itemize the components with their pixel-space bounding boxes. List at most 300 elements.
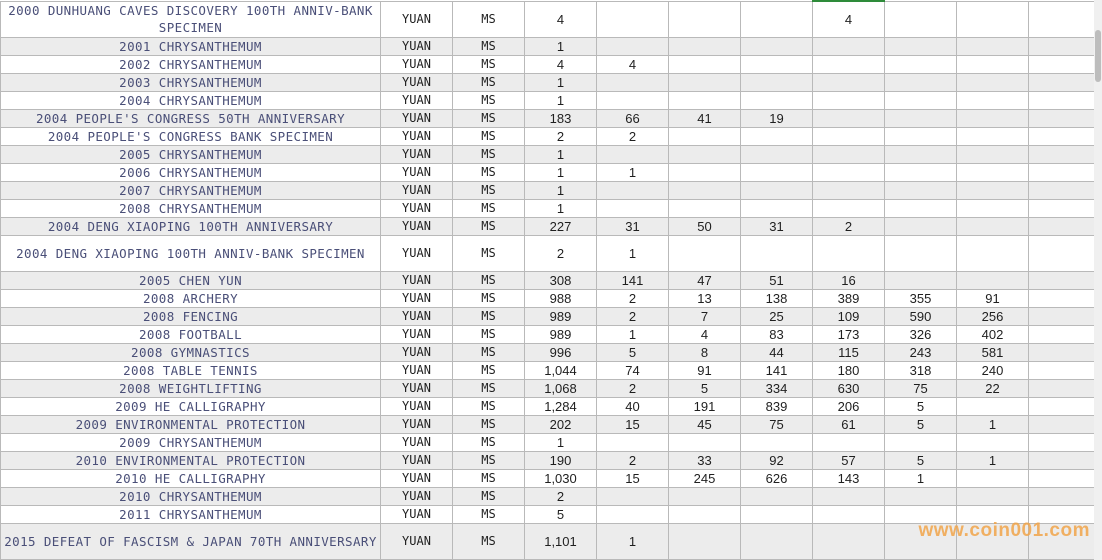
coin-name-cell[interactable]: 2005 CHRYSANTHEMUM	[1, 145, 381, 163]
grade-count-cell[interactable]: 75	[885, 379, 957, 397]
coin-name-cell[interactable]: 2008 CHRYSANTHEMUM	[1, 199, 381, 217]
grade-count-cell[interactable]	[885, 487, 957, 505]
grade-count-cell[interactable]	[813, 181, 885, 199]
total-cell[interactable]: 1,284	[525, 397, 597, 415]
grade-count-cell[interactable]: 138	[741, 289, 813, 307]
grade-count-cell[interactable]	[597, 181, 669, 199]
grade-count-cell[interactable]	[813, 235, 885, 271]
grade-count-cell[interactable]: 1	[597, 235, 669, 271]
grade-count-cell[interactable]	[1029, 487, 1102, 505]
total-cell[interactable]: 4	[525, 1, 597, 37]
grade-count-cell[interactable]	[597, 433, 669, 451]
grade-cell[interactable]: MS	[453, 271, 525, 289]
grade-count-cell[interactable]	[813, 37, 885, 55]
grade-count-cell[interactable]: 41	[669, 109, 741, 127]
grade-cell[interactable]: MS	[453, 73, 525, 91]
grade-count-cell[interactable]: 61	[813, 415, 885, 433]
grade-count-cell[interactable]	[669, 91, 741, 109]
grade-count-cell[interactable]	[669, 199, 741, 217]
coin-name-cell[interactable]: 2006 CHRYSANTHEMUM	[1, 163, 381, 181]
grade-count-cell[interactable]	[597, 37, 669, 55]
grade-cell[interactable]: MS	[453, 181, 525, 199]
grade-cell[interactable]: MS	[453, 397, 525, 415]
grade-count-cell[interactable]: 839	[741, 397, 813, 415]
grade-count-cell[interactable]	[885, 127, 957, 145]
grade-count-cell[interactable]	[741, 91, 813, 109]
currency-cell[interactable]: YUAN	[381, 1, 453, 37]
grade-count-cell[interactable]: 1	[957, 451, 1029, 469]
grade-count-cell[interactable]	[813, 127, 885, 145]
coin-name-cell[interactable]: 2008 FENCING	[1, 307, 381, 325]
grade-count-cell[interactable]	[1029, 379, 1102, 397]
grade-count-cell[interactable]	[813, 145, 885, 163]
grade-count-cell[interactable]	[669, 505, 741, 523]
grade-count-cell[interactable]	[1029, 91, 1102, 109]
grade-count-cell[interactable]: 4	[597, 55, 669, 73]
grade-count-cell[interactable]	[597, 145, 669, 163]
grade-count-cell[interactable]: 16	[813, 271, 885, 289]
grade-count-cell[interactable]	[669, 433, 741, 451]
currency-cell[interactable]: YUAN	[381, 271, 453, 289]
grade-cell[interactable]: MS	[453, 523, 525, 559]
currency-cell[interactable]: YUAN	[381, 55, 453, 73]
grade-count-cell[interactable]	[885, 271, 957, 289]
grade-count-cell[interactable]: 8	[669, 343, 741, 361]
grade-cell[interactable]: MS	[453, 163, 525, 181]
grade-count-cell[interactable]: 44	[741, 343, 813, 361]
grade-count-cell[interactable]: 4	[669, 325, 741, 343]
grade-count-cell[interactable]	[885, 181, 957, 199]
grade-count-cell[interactable]: 7	[669, 307, 741, 325]
grade-count-cell[interactable]	[957, 469, 1029, 487]
grade-count-cell[interactable]	[741, 127, 813, 145]
grade-count-cell[interactable]	[885, 217, 957, 235]
coin-name-cell[interactable]: 2004 DENG XIAOPING 100TH ANNIV-BANK SPECIMEN	[1, 235, 381, 271]
total-cell[interactable]: 1	[525, 37, 597, 55]
grade-count-cell[interactable]	[669, 523, 741, 559]
coin-name-cell[interactable]: 2010 ENVIRONMENTAL PROTECTION	[1, 451, 381, 469]
grade-count-cell[interactable]	[669, 235, 741, 271]
currency-cell[interactable]: YUAN	[381, 289, 453, 307]
grade-cell[interactable]: MS	[453, 433, 525, 451]
grade-count-cell[interactable]: 25	[741, 307, 813, 325]
grade-count-cell[interactable]: 143	[813, 469, 885, 487]
coin-name-cell[interactable]: 2009 ENVIRONMENTAL PROTECTION	[1, 415, 381, 433]
grade-count-cell[interactable]	[1029, 361, 1102, 379]
grade-count-cell[interactable]: 326	[885, 325, 957, 343]
grade-count-cell[interactable]: 83	[741, 325, 813, 343]
grade-count-cell[interactable]	[813, 91, 885, 109]
grade-count-cell[interactable]: 355	[885, 289, 957, 307]
grade-count-cell[interactable]	[669, 37, 741, 55]
currency-cell[interactable]: YUAN	[381, 235, 453, 271]
grade-count-cell[interactable]: 402	[957, 325, 1029, 343]
grade-count-cell[interactable]	[1029, 217, 1102, 235]
coin-name-cell[interactable]: 2008 FOOTBALL	[1, 325, 381, 343]
total-cell[interactable]: 1,030	[525, 469, 597, 487]
grade-cell[interactable]: MS	[453, 307, 525, 325]
grade-count-cell[interactable]	[669, 55, 741, 73]
grade-count-cell[interactable]: 5	[885, 451, 957, 469]
grade-count-cell[interactable]	[813, 73, 885, 91]
grade-count-cell[interactable]: 74	[597, 361, 669, 379]
currency-cell[interactable]: YUAN	[381, 145, 453, 163]
grade-count-cell[interactable]: 206	[813, 397, 885, 415]
grade-count-cell[interactable]	[1029, 343, 1102, 361]
grade-count-cell[interactable]	[885, 1, 957, 37]
grade-count-cell[interactable]: 590	[885, 307, 957, 325]
grade-count-cell[interactable]	[741, 235, 813, 271]
grade-count-cell[interactable]	[1029, 199, 1102, 217]
grade-count-cell[interactable]: 115	[813, 343, 885, 361]
grade-count-cell[interactable]: 15	[597, 469, 669, 487]
currency-cell[interactable]: YUAN	[381, 91, 453, 109]
total-cell[interactable]: 1,044	[525, 361, 597, 379]
grade-count-cell[interactable]	[813, 109, 885, 127]
coin-name-cell[interactable]: 2008 ARCHERY	[1, 289, 381, 307]
grade-count-cell[interactable]	[957, 109, 1029, 127]
total-cell[interactable]: 4	[525, 55, 597, 73]
grade-cell[interactable]: MS	[453, 469, 525, 487]
coin-name-cell[interactable]: 2004 CHRYSANTHEMUM	[1, 91, 381, 109]
currency-cell[interactable]: YUAN	[381, 199, 453, 217]
grade-count-cell[interactable]: 240	[957, 361, 1029, 379]
coin-name-cell[interactable]: 2007 CHRYSANTHEMUM	[1, 181, 381, 199]
grade-count-cell[interactable]	[813, 199, 885, 217]
total-cell[interactable]: 1	[525, 73, 597, 91]
grade-count-cell[interactable]	[957, 235, 1029, 271]
grade-count-cell[interactable]	[1029, 1, 1102, 37]
currency-cell[interactable]: YUAN	[381, 397, 453, 415]
grade-count-cell[interactable]	[957, 37, 1029, 55]
coin-name-cell[interactable]: 2008 TABLE TENNIS	[1, 361, 381, 379]
grade-cell[interactable]: MS	[453, 415, 525, 433]
grade-count-cell[interactable]: 318	[885, 361, 957, 379]
grade-count-cell[interactable]: 5	[885, 397, 957, 415]
grade-count-cell[interactable]	[957, 217, 1029, 235]
grade-count-cell[interactable]	[1029, 307, 1102, 325]
grade-cell[interactable]: MS	[453, 325, 525, 343]
vertical-scrollbar[interactable]	[1094, 0, 1102, 560]
currency-cell[interactable]: YUAN	[381, 433, 453, 451]
grade-count-cell[interactable]	[957, 127, 1029, 145]
total-cell[interactable]: 2	[525, 127, 597, 145]
grade-count-cell[interactable]: 5	[669, 379, 741, 397]
coin-name-cell[interactable]: 2005 CHEN YUN	[1, 271, 381, 289]
grade-count-cell[interactable]	[741, 1, 813, 37]
coin-name-cell[interactable]: 2004 PEOPLE'S CONGRESS BANK SPECIMEN	[1, 127, 381, 145]
total-cell[interactable]: 1	[525, 181, 597, 199]
grade-count-cell[interactable]	[885, 145, 957, 163]
grade-cell[interactable]: MS	[453, 1, 525, 37]
coin-name-cell[interactable]: 2009 CHRYSANTHEMUM	[1, 433, 381, 451]
grade-count-cell[interactable]	[741, 37, 813, 55]
grade-count-cell[interactable]	[1029, 451, 1102, 469]
currency-cell[interactable]: YUAN	[381, 325, 453, 343]
coin-name-cell[interactable]: 2004 DENG XIAOPING 100TH ANNIVERSARY	[1, 217, 381, 235]
total-cell[interactable]: 988	[525, 289, 597, 307]
grade-count-cell[interactable]	[741, 199, 813, 217]
grade-count-cell[interactable]: 91	[957, 289, 1029, 307]
grade-count-cell[interactable]	[957, 199, 1029, 217]
grade-count-cell[interactable]	[957, 487, 1029, 505]
grade-count-cell[interactable]	[957, 397, 1029, 415]
grade-cell[interactable]: MS	[453, 505, 525, 523]
grade-count-cell[interactable]: 626	[741, 469, 813, 487]
grade-count-cell[interactable]: 630	[813, 379, 885, 397]
grade-cell[interactable]: MS	[453, 343, 525, 361]
grade-count-cell[interactable]	[1029, 37, 1102, 55]
grade-count-cell[interactable]: 33	[669, 451, 741, 469]
grade-cell[interactable]: MS	[453, 199, 525, 217]
currency-cell[interactable]: YUAN	[381, 73, 453, 91]
currency-cell[interactable]: YUAN	[381, 469, 453, 487]
grade-cell[interactable]: MS	[453, 37, 525, 55]
coin-name-cell[interactable]: 2002 CHRYSANTHEMUM	[1, 55, 381, 73]
grade-count-cell[interactable]	[813, 163, 885, 181]
grade-count-cell[interactable]	[957, 433, 1029, 451]
total-cell[interactable]: 996	[525, 343, 597, 361]
grade-count-cell[interactable]	[741, 523, 813, 559]
grade-count-cell[interactable]	[885, 163, 957, 181]
grade-count-cell[interactable]	[1029, 55, 1102, 73]
grade-count-cell[interactable]	[813, 433, 885, 451]
grade-count-cell[interactable]: 22	[957, 379, 1029, 397]
grade-cell[interactable]: MS	[453, 91, 525, 109]
currency-cell[interactable]: YUAN	[381, 127, 453, 145]
grade-count-cell[interactable]: 581	[957, 343, 1029, 361]
grade-count-cell[interactable]	[813, 505, 885, 523]
grade-count-cell[interactable]: 1	[597, 523, 669, 559]
grade-count-cell[interactable]: 191	[669, 397, 741, 415]
grade-count-cell[interactable]	[957, 271, 1029, 289]
grade-count-cell[interactable]	[957, 91, 1029, 109]
grade-count-cell[interactable]: 2	[597, 289, 669, 307]
grade-count-cell[interactable]	[1029, 325, 1102, 343]
grade-count-cell[interactable]	[741, 145, 813, 163]
coin-name-cell[interactable]: 2003 CHRYSANTHEMUM	[1, 73, 381, 91]
grade-count-cell[interactable]	[957, 163, 1029, 181]
grade-count-cell[interactable]	[669, 487, 741, 505]
currency-cell[interactable]: YUAN	[381, 181, 453, 199]
total-cell[interactable]: 5	[525, 505, 597, 523]
grade-count-cell[interactable]	[669, 1, 741, 37]
total-cell[interactable]: 1,101	[525, 523, 597, 559]
currency-cell[interactable]: YUAN	[381, 523, 453, 559]
grade-cell[interactable]: MS	[453, 361, 525, 379]
coin-name-cell[interactable]: 2010 CHRYSANTHEMUM	[1, 487, 381, 505]
grade-count-cell[interactable]	[957, 73, 1029, 91]
grade-count-cell[interactable]: 109	[813, 307, 885, 325]
currency-cell[interactable]: YUAN	[381, 451, 453, 469]
grade-count-cell[interactable]	[957, 55, 1029, 73]
grade-count-cell[interactable]: 2	[597, 379, 669, 397]
grade-count-cell[interactable]	[669, 163, 741, 181]
coin-name-cell[interactable]: 2000 DUNHUANG CAVES DISCOVERY 100TH ANNIV-BANK SPECIMEN	[1, 1, 381, 37]
grade-count-cell[interactable]: 51	[741, 271, 813, 289]
grade-count-cell[interactable]	[597, 1, 669, 37]
grade-count-cell[interactable]: 45	[669, 415, 741, 433]
grade-count-cell[interactable]	[741, 181, 813, 199]
grade-count-cell[interactable]: 256	[957, 307, 1029, 325]
grade-count-cell[interactable]: 2	[597, 451, 669, 469]
grade-count-cell[interactable]: 2	[597, 127, 669, 145]
coin-name-cell[interactable]: 2008 GYMNASTICS	[1, 343, 381, 361]
total-cell[interactable]: 190	[525, 451, 597, 469]
grade-count-cell[interactable]	[741, 487, 813, 505]
currency-cell[interactable]: YUAN	[381, 379, 453, 397]
currency-cell[interactable]: YUAN	[381, 109, 453, 127]
grade-count-cell[interactable]	[597, 505, 669, 523]
total-cell[interactable]: 308	[525, 271, 597, 289]
grade-count-cell[interactable]	[1029, 127, 1102, 145]
grade-count-cell[interactable]: 243	[885, 343, 957, 361]
grade-count-cell[interactable]	[885, 109, 957, 127]
grade-count-cell[interactable]: 141	[741, 361, 813, 379]
grade-count-cell[interactable]: 5	[597, 343, 669, 361]
currency-cell[interactable]: YUAN	[381, 307, 453, 325]
grade-count-cell[interactable]	[669, 181, 741, 199]
grade-count-cell[interactable]: 15	[597, 415, 669, 433]
grade-count-cell[interactable]	[813, 523, 885, 559]
grade-count-cell[interactable]	[957, 145, 1029, 163]
grade-count-cell[interactable]	[1029, 271, 1102, 289]
grade-count-cell[interactable]	[669, 73, 741, 91]
coin-name-cell[interactable]: 2008 WEIGHTLIFTING	[1, 379, 381, 397]
grade-count-cell[interactable]	[1029, 397, 1102, 415]
grade-count-cell[interactable]: 4	[813, 1, 885, 37]
grade-count-cell[interactable]: 180	[813, 361, 885, 379]
grade-cell[interactable]: MS	[453, 55, 525, 73]
grade-count-cell[interactable]	[885, 55, 957, 73]
grade-cell[interactable]: MS	[453, 487, 525, 505]
grade-count-cell[interactable]	[597, 73, 669, 91]
grade-count-cell[interactable]	[741, 73, 813, 91]
grade-count-cell[interactable]: 1	[597, 163, 669, 181]
coin-name-cell[interactable]: 2015 DEFEAT OF FASCISM & JAPAN 70TH ANNIVERSARY	[1, 523, 381, 559]
grade-count-cell[interactable]	[885, 433, 957, 451]
total-cell[interactable]: 227	[525, 217, 597, 235]
grade-count-cell[interactable]: 1	[957, 415, 1029, 433]
grade-count-cell[interactable]	[1029, 415, 1102, 433]
total-cell[interactable]: 1	[525, 433, 597, 451]
grade-count-cell[interactable]	[1029, 181, 1102, 199]
grade-count-cell[interactable]: 92	[741, 451, 813, 469]
grade-count-cell[interactable]	[669, 145, 741, 163]
grade-count-cell[interactable]: 50	[669, 217, 741, 235]
total-cell[interactable]: 2	[525, 487, 597, 505]
scrollbar-thumb[interactable]	[1095, 30, 1101, 82]
grade-count-cell[interactable]: 19	[741, 109, 813, 127]
grade-count-cell[interactable]: 2	[813, 217, 885, 235]
total-cell[interactable]: 183	[525, 109, 597, 127]
coin-name-cell[interactable]: 2009 HE CALLIGRAPHY	[1, 397, 381, 415]
grade-count-cell[interactable]	[957, 181, 1029, 199]
grade-count-cell[interactable]	[1029, 163, 1102, 181]
grade-count-cell[interactable]	[741, 55, 813, 73]
grade-count-cell[interactable]: 91	[669, 361, 741, 379]
grade-count-cell[interactable]: 5	[885, 415, 957, 433]
grade-cell[interactable]: MS	[453, 289, 525, 307]
grade-count-cell[interactable]	[1029, 73, 1102, 91]
grade-count-cell[interactable]: 47	[669, 271, 741, 289]
currency-cell[interactable]: YUAN	[381, 415, 453, 433]
grade-count-cell[interactable]	[1029, 109, 1102, 127]
grade-cell[interactable]: MS	[453, 379, 525, 397]
currency-cell[interactable]: YUAN	[381, 487, 453, 505]
currency-cell[interactable]: YUAN	[381, 505, 453, 523]
total-cell[interactable]: 989	[525, 325, 597, 343]
grade-count-cell[interactable]: 31	[597, 217, 669, 235]
total-cell[interactable]: 202	[525, 415, 597, 433]
grade-count-cell[interactable]: 40	[597, 397, 669, 415]
grade-count-cell[interactable]: 1	[885, 469, 957, 487]
grade-cell[interactable]: MS	[453, 145, 525, 163]
coin-name-cell[interactable]: 2004 PEOPLE'S CONGRESS 50TH ANNIVERSARY	[1, 109, 381, 127]
coin-name-cell[interactable]: 2001 CHRYSANTHEMUM	[1, 37, 381, 55]
grade-count-cell[interactable]	[1029, 145, 1102, 163]
grade-count-cell[interactable]: 334	[741, 379, 813, 397]
grade-count-cell[interactable]	[741, 163, 813, 181]
grade-count-cell[interactable]: 75	[741, 415, 813, 433]
total-cell[interactable]: 1	[525, 199, 597, 217]
grade-count-cell[interactable]	[741, 505, 813, 523]
grade-count-cell[interactable]	[885, 235, 957, 271]
grade-count-cell[interactable]	[669, 127, 741, 145]
grade-count-cell[interactable]	[1029, 289, 1102, 307]
grade-cell[interactable]: MS	[453, 235, 525, 271]
grade-count-cell[interactable]	[597, 91, 669, 109]
grade-count-cell[interactable]	[1029, 235, 1102, 271]
grade-count-cell[interactable]	[741, 433, 813, 451]
grade-count-cell[interactable]: 2	[597, 307, 669, 325]
total-cell[interactable]: 1	[525, 91, 597, 109]
total-cell[interactable]: 1	[525, 145, 597, 163]
grade-count-cell[interactable]	[885, 73, 957, 91]
total-cell[interactable]: 1	[525, 163, 597, 181]
grade-count-cell[interactable]: 245	[669, 469, 741, 487]
grade-count-cell[interactable]: 1	[597, 325, 669, 343]
grade-count-cell[interactable]	[885, 91, 957, 109]
grade-count-cell[interactable]: 173	[813, 325, 885, 343]
grade-count-cell[interactable]: 31	[741, 217, 813, 235]
grade-count-cell[interactable]: 57	[813, 451, 885, 469]
currency-cell[interactable]: YUAN	[381, 217, 453, 235]
total-cell[interactable]: 989	[525, 307, 597, 325]
grade-count-cell[interactable]	[885, 37, 957, 55]
grade-count-cell[interactable]: 389	[813, 289, 885, 307]
grade-count-cell[interactable]: 66	[597, 109, 669, 127]
grade-count-cell[interactable]	[1029, 469, 1102, 487]
grade-count-cell[interactable]	[597, 199, 669, 217]
grade-count-cell[interactable]	[597, 487, 669, 505]
grade-cell[interactable]: MS	[453, 451, 525, 469]
grade-count-cell[interactable]	[1029, 433, 1102, 451]
grade-cell[interactable]: MS	[453, 109, 525, 127]
grade-count-cell[interactable]	[813, 55, 885, 73]
currency-cell[interactable]: YUAN	[381, 343, 453, 361]
grade-count-cell[interactable]	[813, 487, 885, 505]
grade-cell[interactable]: MS	[453, 127, 525, 145]
coin-name-cell[interactable]: 2011 CHRYSANTHEMUM	[1, 505, 381, 523]
grade-count-cell[interactable]	[957, 1, 1029, 37]
grade-count-cell[interactable]: 141	[597, 271, 669, 289]
coin-name-cell[interactable]: 2010 HE CALLIGRAPHY	[1, 469, 381, 487]
currency-cell[interactable]: YUAN	[381, 37, 453, 55]
grade-cell[interactable]: MS	[453, 217, 525, 235]
currency-cell[interactable]: YUAN	[381, 163, 453, 181]
total-cell[interactable]: 1,068	[525, 379, 597, 397]
